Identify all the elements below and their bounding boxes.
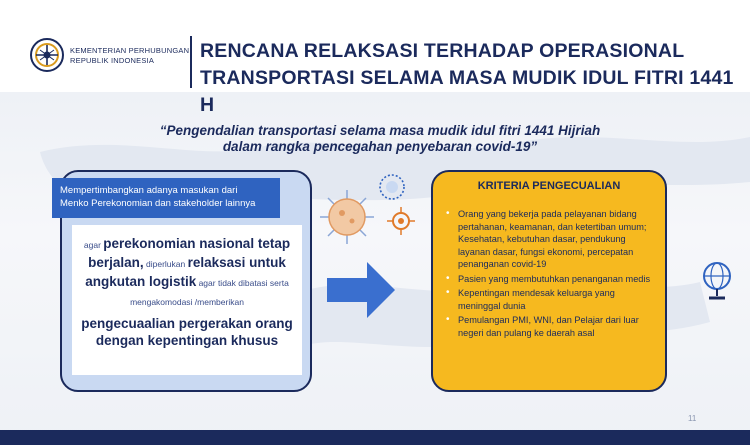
left-banner-line-2: Menko Perekonomian dan stakeholder lainnya [60, 198, 256, 209]
ministry-name [70, 46, 189, 66]
virus-icon-orange [386, 206, 416, 236]
ministry-line-1: KEMENTERIAN PERHUBUNGAN [70, 46, 190, 55]
criteria-title: KRITERIA PENGECUALIAN [477, 180, 621, 192]
ministry-logo-icon [30, 38, 64, 72]
criteria-item: • Kepentingan mendesak keluarga yang meninggal dunia [444, 287, 658, 312]
left-banner [52, 178, 280, 218]
left-text-6: pengecuaalian pergerakan orang dengan kepentingan khusus [81, 316, 293, 348]
left-text-3: diperlukan [143, 259, 188, 269]
page-number: 11 [688, 414, 697, 423]
header-divider [190, 36, 192, 88]
criteria-item: • Pasien yang membutuhkan penanganan medis [444, 273, 658, 286]
left-text-1: agar [83, 240, 104, 250]
slide-title [200, 38, 740, 119]
slide-header [0, 0, 750, 116]
criteria-item: • Pemulangan PMI, WNI, dan Pelajar dari luar negeri dan pulang ke daerah asal [444, 314, 658, 339]
quote-line-2: dalam rangka pencegahan penyebaran covid-19” [222, 139, 538, 154]
left-body-text [72, 235, 302, 349]
quote [120, 123, 640, 155]
criteria-list [444, 208, 658, 341]
title-line-2: TRANSPORTASI SELAMA MASA MUDIK IDUL FITRI 1441 H [200, 67, 734, 116]
left-text-4: relaksasi untuk angkutan logistik [85, 255, 286, 289]
quote-line-1: “Pengendalian transportasi selama masa mudik idul fitri 1441 Hijriah [159, 123, 601, 138]
footer-bar [0, 430, 750, 445]
left-banner-line-1: Mempertimbangkan adanya masukan dari [60, 185, 238, 196]
arrow-right-icon [327, 262, 395, 318]
ministry-line-2: REPUBLIK INDONESIA [70, 56, 155, 65]
virus-icon [318, 188, 376, 246]
criteria-item: • Orang yang bekerja pada pelayanan bidang pertahanan, keamanan, dan ketertiban umum; Kesehatan, kebutuhan dasar, pendukung layanan dasar, fungsi ekonomi, percepatan penanganan covid-19 [444, 208, 658, 271]
virus-icon-small [375, 170, 409, 204]
globe-icon [700, 260, 734, 302]
left-text-2: perekonomian nasional tetap berjalan, [88, 236, 291, 270]
title-line-1: RENCANA RELAKSASI TERHADAP OPERASIONAL [200, 40, 685, 62]
left-text-5: agar tidak dibatasi serta mengakomodasi /memberikan [130, 278, 289, 307]
